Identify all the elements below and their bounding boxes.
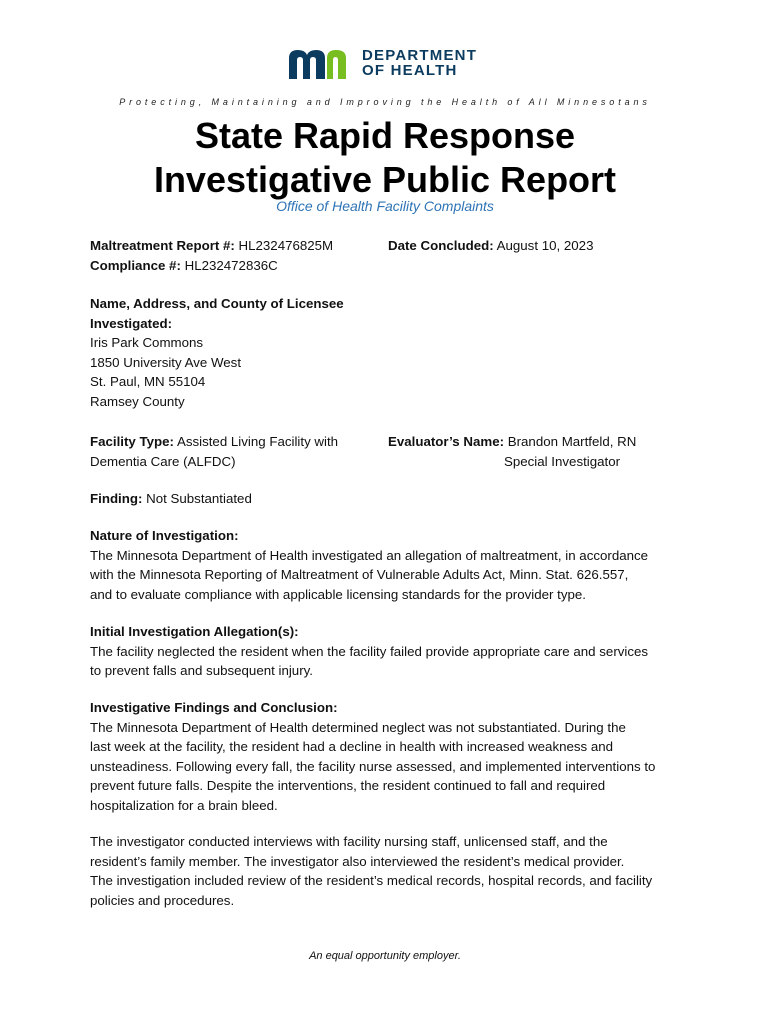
maltreatment-report-number: [90, 236, 333, 256]
licensee-name: Iris Park Commons: [90, 335, 204, 350]
facility-type-value-line-2: Dementia Care (ALFDC): [90, 453, 236, 469]
allegation-heading: Initial Investigation Allegation(s):: [90, 624, 299, 639]
licensee-block: [90, 294, 344, 411]
report-numbers: [90, 236, 333, 275]
paragraph-line: The Minnesota Department of Health determined neglect was not substantiated. During the: [90, 719, 626, 735]
mdh-logo: [289, 47, 489, 83]
interview-paragraph: [90, 832, 652, 910]
nature-heading: Nature of Investigation:: [90, 528, 239, 543]
nature-of-investigation: [90, 526, 648, 604]
paragraph-line: to prevent falls and subsequent injury.: [90, 663, 313, 678]
date-concluded: [388, 236, 593, 256]
licensee-street: 1850 University Ave West: [90, 354, 242, 370]
page-title: [0, 114, 770, 202]
page-subtitle: Office of Health Facility Complaints: [276, 198, 494, 214]
initial-allegation: [90, 622, 648, 681]
title-line-1: State Rapid Response: [194, 115, 576, 156]
maltreatment-label: Maltreatment Report #:: [90, 238, 235, 253]
paragraph-line: The investigator conducted interviews with facility nursing staff, unlicensed staff, and the: [90, 834, 608, 849]
paragraph-line: unsteadiness. Following every fall, the facility nurse assessed, and implemented interventions to: [90, 758, 656, 774]
mn-logo-mark-icon: [289, 49, 355, 79]
paragraph-line: and to evaluate compliance with applicable licensing standards for the provider type.: [90, 586, 586, 602]
date-label: Date Concluded:: [388, 238, 494, 253]
evaluator-name: Brandon Martfeld, RN: [504, 434, 637, 449]
paragraph-line: with the Minnesota Reporting of Maltreatment of Vulnerable Adults Act, Minn. Stat. 626.557,: [90, 567, 629, 582]
footer-text: An equal opportunity employer.: [309, 950, 461, 962]
logo-wordmark: [362, 48, 477, 78]
evaluator: [388, 432, 636, 471]
maltreatment-value: HL232476825M: [234, 238, 334, 253]
title-line-2: Investigative Public Report: [153, 159, 617, 200]
paragraph-line: last week at the facility, the resident had a decline in health with increased weakness and: [90, 739, 614, 754]
paragraph-line: prevent future falls. Despite the interventions, the resident continued to fall and required: [90, 778, 606, 793]
facility-type-label: Facility Type:: [90, 434, 174, 449]
compliance-value: HL232472836C: [180, 257, 278, 273]
paragraph-line: The Minnesota Department of Health investigated an allegation of maltreatment, in accordance: [90, 547, 649, 563]
tagline: Protecting, Maintaining and Improving the Health of All Minnesotans: [119, 97, 651, 107]
paragraph-line: policies and procedures.: [90, 892, 235, 908]
evaluator-label: Evaluator’s Name:: [388, 434, 505, 449]
facility-type-value-line-1: Assisted Living Facility with: [174, 434, 339, 449]
findings-and-conclusion: [90, 698, 655, 815]
licensee-city: St. Paul, MN 55104: [90, 374, 206, 389]
compliance-label: Compliance #:: [90, 257, 181, 273]
findings-heading: Investigative Findings and Conclusion:: [90, 700, 338, 715]
paragraph-line: The investigation included review of the resident’s medical records, hospital records, and facility: [90, 873, 653, 888]
logo-line-department: DEPARTMENT: [362, 47, 478, 64]
licensee-county: Ramsey County: [90, 393, 185, 409]
paragraph-line: resident’s family member. The investigator also interviewed the resident’s medical provider.: [90, 853, 625, 869]
licensee-label-line-2: Investigated:: [90, 315, 173, 331]
licensee-label-line-1: Name, Address, and County of Licensee: [90, 296, 344, 311]
evaluator-title: Special Investigator: [504, 453, 621, 469]
finding-value: Not Substantiated: [142, 491, 252, 506]
facility-type: [90, 432, 338, 471]
finding: [90, 489, 252, 509]
paragraph-line: hospitalization for a brain bleed.: [90, 797, 278, 813]
finding-label: Finding:: [90, 491, 143, 506]
compliance-number: [90, 256, 333, 276]
paragraph-line: The facility neglected the resident when the facility failed provide appropriate care and services: [90, 643, 649, 659]
logo-line-of-health: OF HEALTH: [362, 62, 458, 79]
date-value: August 10, 2023: [493, 238, 594, 253]
